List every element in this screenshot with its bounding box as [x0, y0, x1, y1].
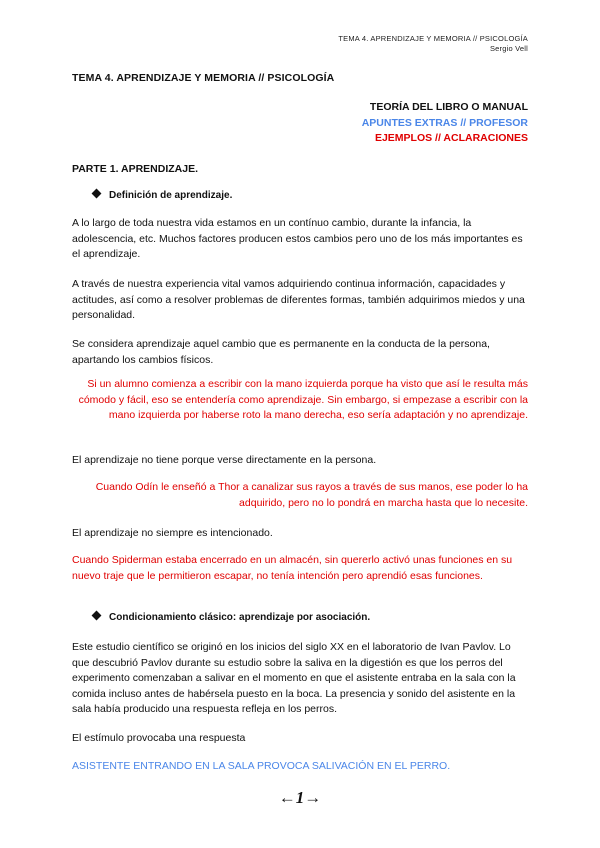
legend-examples: EJEMPLOS // ACLARACIONES — [374, 132, 528, 144]
paragraph-not-intentional: El aprendizaje no siempre es intencionado. — [72, 527, 273, 539]
example-odin-thor: Cuando Odín le enseñó a Thor a canalizar sus rayos a través de sus manos, ese poder lo ha adquirido, pero no lo pondrá en marcha hasta que lo necesite. — [95, 481, 528, 509]
legend-extras: APUNTES EXTRAS // PROFESOR — [361, 116, 528, 129]
bullet-heading-classical-conditioning — [93, 612, 370, 623]
diamond-bullet-icon — [92, 611, 102, 621]
paragraph-intro: A lo largo de toda nuestra vida estamos en un contínuo cambio, durante la infancia, la adolescencia, etc. Muchos factores producen estos cambios pero uno de los más importantes es el aprendizaje. — [72, 217, 523, 260]
bullet-heading-text: Condicionamiento clásico: aprendizaje por asociación. — [109, 612, 371, 623]
legend-theory: TEORÍA DEL LIBRO O MANUAL — [369, 101, 528, 113]
paragraph-not-direct: El aprendizaje no tiene porque verse directamente en la persona. — [72, 454, 377, 466]
diamond-bullet-icon — [92, 189, 102, 199]
paragraph-stimulus: El estímulo provocaba una respuesta — [72, 732, 246, 744]
part-heading: PARTE 1. APRENDIZAJE. — [72, 163, 199, 175]
header-title: TEMA 4. APRENDIZAJE Y MEMORIA // PSICOLOGÍA — [338, 34, 528, 43]
running-header — [338, 34, 528, 54]
extra-note-assistant: ASISTENTE ENTRANDO EN LA SALA PROVOCA SALIVACIÓN EN EL PERRO. — [72, 760, 451, 772]
document-title: TEMA 4. APRENDIZAJE Y MEMORIA // PSICOLOGÍA — [72, 72, 335, 84]
bullet-heading-definition — [93, 190, 232, 201]
paragraph-experience: A través de nuestra experiencia vital vamos adquiriendo continua información, capacidades y actitudes, así como a resolver problemas de diferentes formas, también adquirimos miedos y una personalidad. — [72, 278, 525, 321]
color-legend — [362, 100, 528, 147]
example-spiderman: Cuando Spiderman estaba encerrado en un almacén, sin quererlo activó unas funciones en su nuevo traje que le permitieron escapar, no tenía intención pero aprendió esas funciones. — [72, 554, 513, 582]
paragraph-pavlov: Este estudio científico se originó en los inicios del siglo XX en el laboratorio de Ivan Pavlov. Lo que descubrió Pavlov durante su estudio sobre la saliva en la digestión es que los perros del experimento comenzaban a salivar en el momento en que el asistente entraba en la sala con la comida incluso antes de habérsela puesto en la boca. La presencia y sonido del asistente en la sala había producido una respuesta refleja en los perros. — [72, 641, 516, 715]
bullet-heading-text: Definición de aprendizaje. — [109, 190, 233, 201]
example-left-hand: Si un alumno comienza a escribir con la mano izquierda porque ha visto que así le resulta más cómodo y fácil, eso se entendería como aprendizaje. Sin embargo, si empezase a escribir con la mano izquierda por haberse roto la mano derecha, eso sería adaptación y no aprendizaje. — [78, 378, 528, 421]
header-author: Sergio Vell — [489, 44, 528, 53]
paragraph-definition: Se considera aprendizaje aquel cambio que es permanente en la conducta de la persona, apartando los cambios físicos. — [72, 338, 490, 366]
page-number: ←1→ — [278, 788, 322, 807]
